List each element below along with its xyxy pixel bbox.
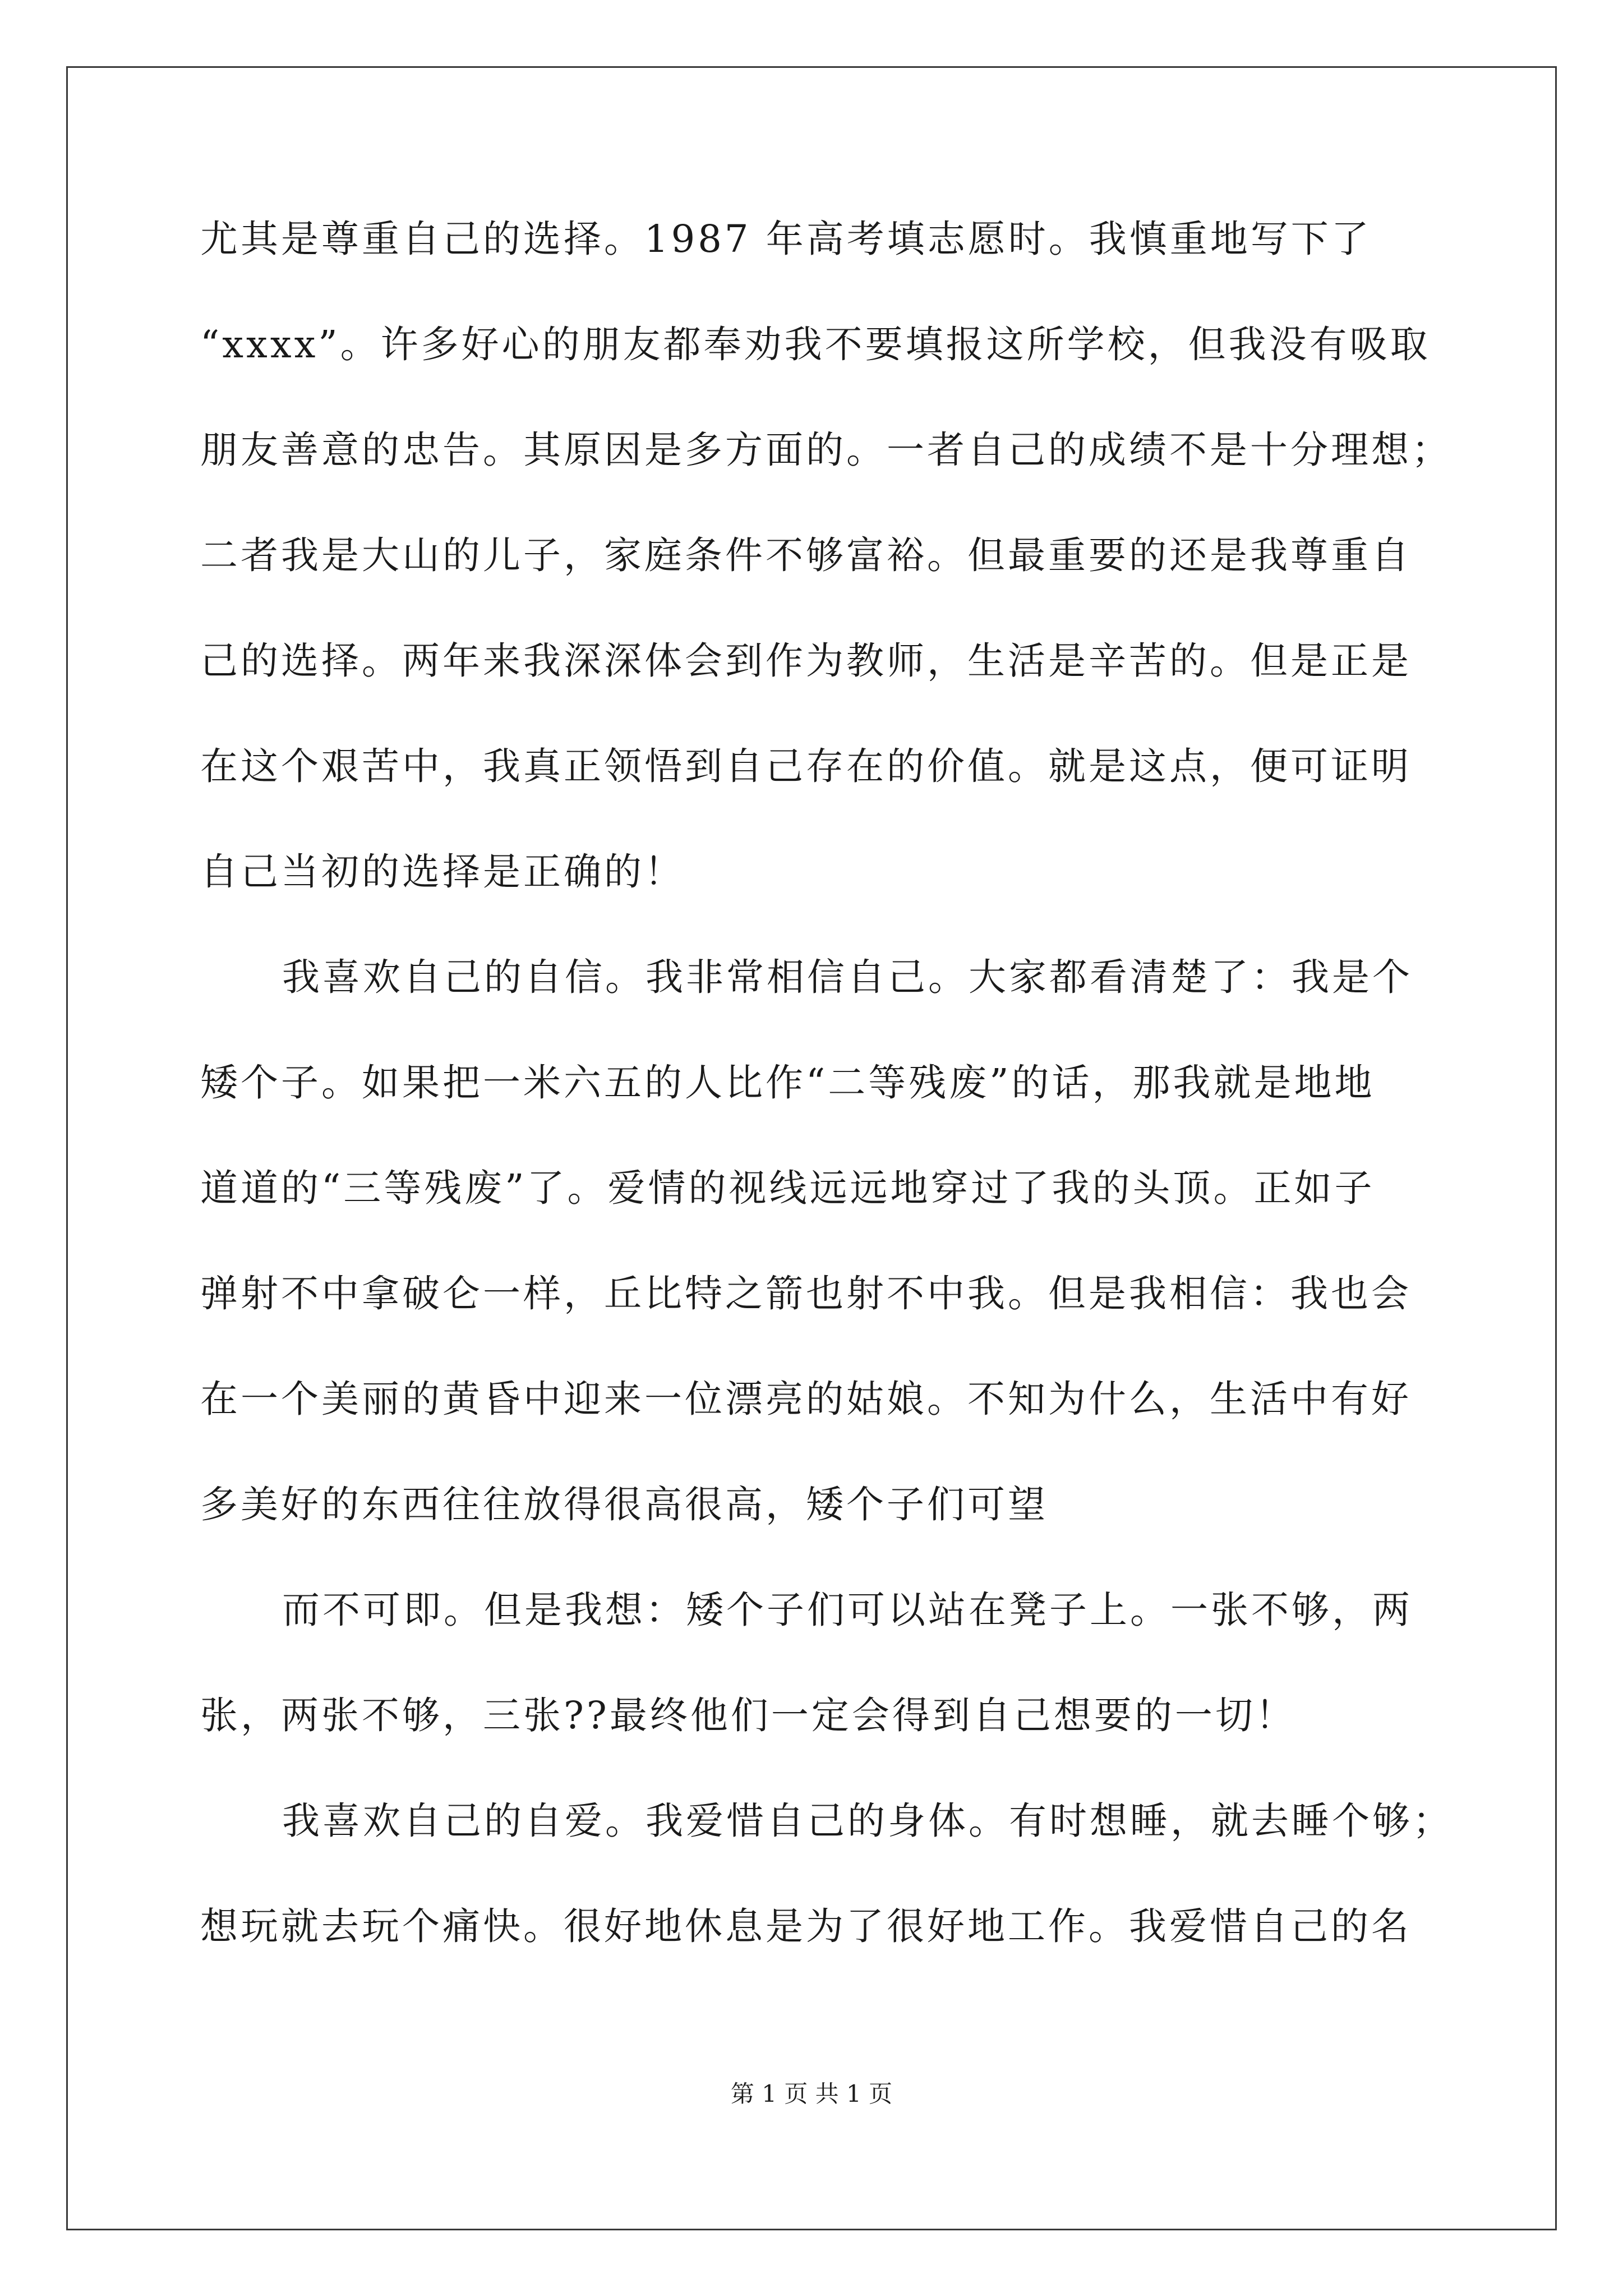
text-line: 矮个子。如果把一米六五的人比作“二等残废”的话，那我就是地地 [200,1061,1375,1105]
paragraph-first-line: 而不可即。但是我想：矮个子们可以站在凳子上。一张不够，两 [282,1588,1413,1632]
text-line: 多美好的东西往往放得很高很高，矮个子们可望 [200,1483,1048,1526]
text-line: 尤其是尊重自己的选择。1987 年高考填志愿时。我慎重地写下了 [200,217,1372,261]
paragraph-first-line: 我喜欢自己的自爱。我爱惜自己的身体。有时想睡，就去睡个够； [282,1799,1453,1843]
page-number-footer: 第 1 页 共 1 页 [730,2080,893,2108]
text-line: 想玩就去玩个痛快。很好地休息是为了很好地工作。我爱惜自己的名 [200,1904,1412,1948]
text-line: 在一个美丽的黄昏中迎来一位漂亮的姑娘。不知为什么，生活中有好 [200,1377,1412,1421]
text-line: 己的选择。两年来我深深体会到作为教师，生活是辛苦的。但是正是 [200,639,1412,683]
text-line: 道道的“三等残废”了。爱情的视线远远地穿过了我的头顶。正如子 [200,1166,1375,1210]
paragraph-first-line: 我喜欢自己的自信。我非常相信自己。大家都看清楚了：我是个 [282,955,1413,999]
text-line: 自己当初的选择是正确的！ [200,850,685,894]
text-line: 二者我是大山的儿子，家庭条件不够富裕。但最重要的还是我尊重自 [200,533,1412,577]
text-line: 在这个艰苦中，我真正领悟到自己存在的价值。就是这点，便可证明 [200,744,1412,788]
text-line: 朋友善意的忠告。其原因是多方面的。一者自己的成绩不是十分理想； [200,428,1452,472]
text-line: 弹射不中拿破仑一样，丘比特之箭也射不中我。但是我相信：我也会 [200,1272,1412,1315]
text-line: 张，两张不够，三张??最终他们一定会得到自己想要的一切！ [200,1694,1296,1737]
text-line: “xxxx”。许多好心的朋友都奉劝我不要填报这所学校，但我没有吸取 [200,323,1431,366]
